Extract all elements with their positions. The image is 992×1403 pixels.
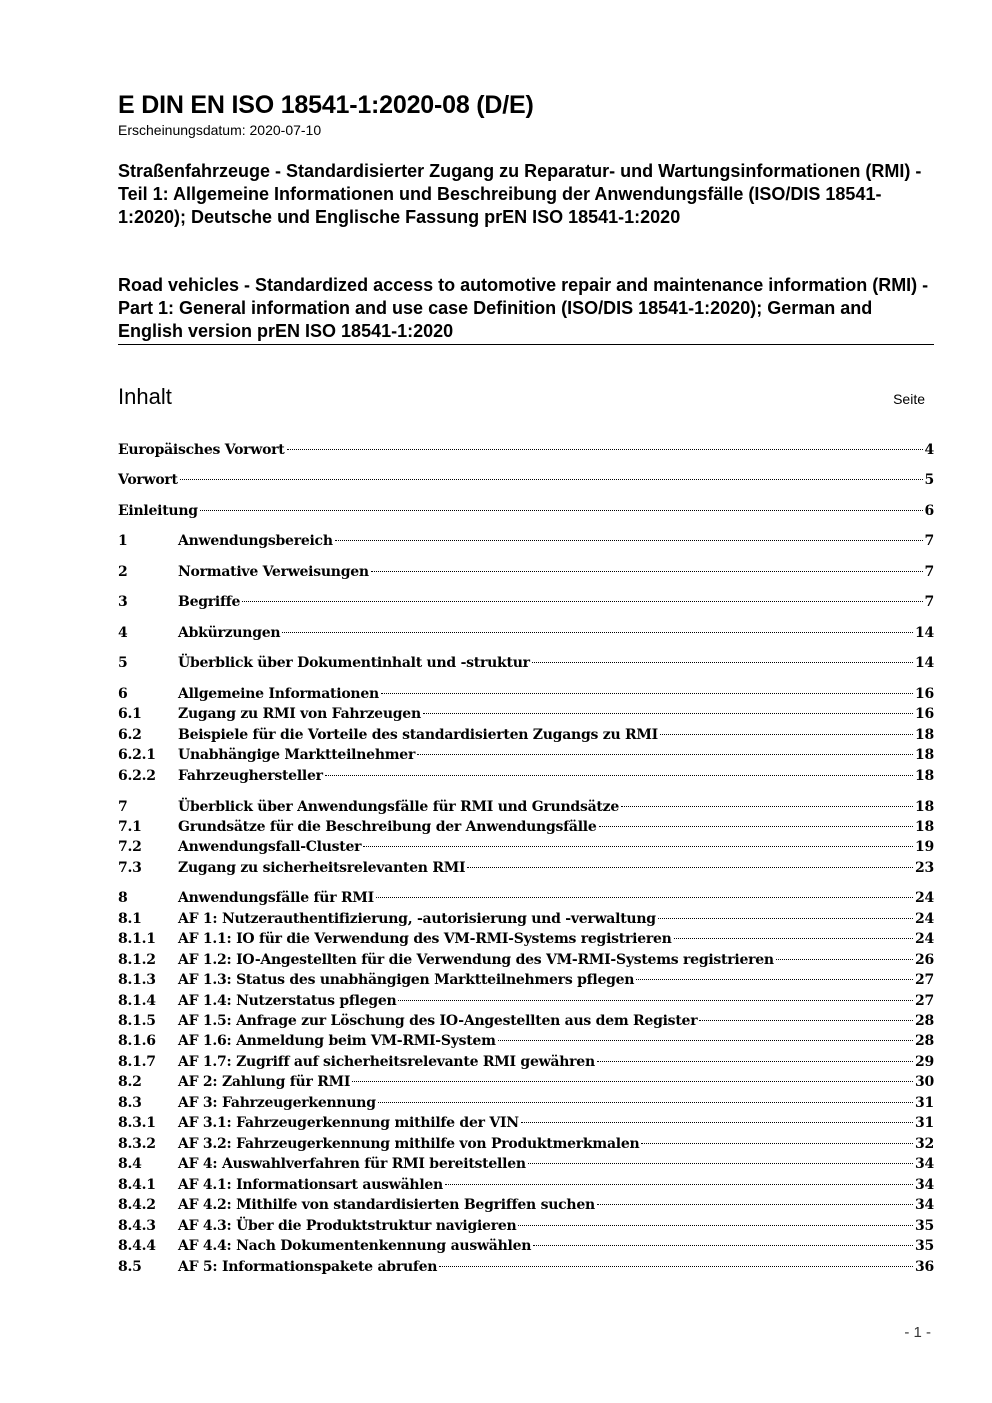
toc-entry-page: 7 [924,594,934,610]
toc-entry[interactable] [118,531,934,551]
toc-page-label: Seite [893,391,925,407]
toc-entry-title: AF 4.3: Über die Produktstruktur navigieren [178,1218,517,1234]
toc-dot-leader [378,1102,913,1103]
toc-entry-page: 4 [924,442,934,458]
toc-entry-page: 28 [915,1013,934,1029]
toc-entry-number: 8.1.2 [118,952,156,968]
toc-entry[interactable] [118,1154,934,1174]
toc-dot-leader [282,632,913,633]
toc-entry-number: 8.5 [118,1259,142,1275]
toc-entry-page: 18 [915,727,934,743]
toc-entry-title: AF 1.6: Anmeldung beim VM-RMI-System [178,1033,496,1049]
toc-dot-leader [335,540,923,541]
toc-entry-number: 8.4.1 [118,1177,156,1193]
toc-entry-page: 24 [915,890,934,906]
toc-entry-page: 5 [924,472,934,488]
toc-entry-title: Anwendungsfälle für RMI [178,890,374,906]
title-english: Road vehicles - Standardized access to automotive repair and maintenance information (RMI) - Part 1: General information and use case Definition (ISO/DIS 18541-1:2020); German and English version prEN ISO 18541-1:2020 [118,275,929,341]
toc-entry-title: Zugang zu RMI von Fahrzeugen [178,706,421,722]
toc-entry[interactable] [118,1072,934,1092]
toc-entry-title: Begriffe [178,594,241,610]
toc-entry-number: 6.2.2 [118,768,156,784]
toc-entry[interactable] [118,725,934,745]
toc-entry-number: 8.4.4 [118,1238,156,1254]
toc-entry-number: 8.3.2 [118,1136,156,1152]
toc-entry-page: 6 [924,503,934,519]
toc-entry-number: 6.1 [118,706,142,722]
toc-entry[interactable] [118,745,934,765]
toc-entry[interactable] [118,592,934,612]
toc-dot-leader [467,867,913,868]
document-page [118,0,934,1403]
toc-heading: Inhalt [118,384,172,409]
toc-entry-number: 8.1.7 [118,1054,156,1070]
toc-entry-page: 35 [915,1218,934,1234]
toc-entry-title: AF 4.4: Nach Dokumentenkennung auswählen [178,1238,532,1254]
toc-entry-title: AF 1.4: Nutzerstatus pflegen [178,993,397,1009]
toc-entry-title: Überblick über Anwendungsfälle für RMI und Grundsätze [178,799,619,815]
toc-dot-leader [371,571,923,572]
toc-entry-page: 36 [915,1259,934,1275]
toc-entry-page: 26 [915,952,934,968]
toc-dot-leader [352,1081,913,1082]
toc-entry-number: 8.1.3 [118,972,156,988]
toc-entry-number: 6.2 [118,727,142,743]
toc-dot-leader [381,693,913,694]
toc-entry-page: 7 [924,564,934,580]
toc-entry-number: 8.1 [118,911,142,927]
toc-entry-title: AF 5: Informationspakete abrufen [178,1259,438,1275]
toc-entry[interactable] [118,562,934,582]
toc-entry[interactable] [118,858,934,878]
toc-dot-leader [776,959,913,960]
toc-entry-page: 34 [915,1197,934,1213]
toc-entry-number: 8.1.5 [118,1013,156,1029]
toc-entry[interactable] [118,1175,934,1195]
toc-entry-title: AF 2: Zahlung für RMI [178,1074,351,1090]
toc-entry[interactable] [118,991,934,1011]
toc-dot-leader [674,938,913,939]
toc-dot-leader [417,754,913,755]
toc-entry-page: 28 [915,1033,934,1049]
page-number: - 1 - [904,1324,931,1341]
toc-entry-page: 32 [915,1136,934,1152]
toc-entry-number: 3 [118,594,128,610]
toc-entry-title: AF 4: Auswahlverfahren für RMI bereitstellen [178,1156,526,1172]
toc-entry-number: 4 [118,625,128,641]
toc-entry[interactable] [118,888,934,908]
toc-entry-page: 18 [915,747,934,763]
toc-dot-leader [521,1122,913,1123]
toc-entry-title: Einleitung [118,503,198,519]
toc-entry-page: 14 [915,625,934,641]
toc-dot-leader [439,1266,913,1267]
toc-entry-number: 6 [118,686,128,702]
toc-entry-title: AF 1.7: Zugriff auf sicherheitsrelevante RMI gewähren [178,1054,595,1070]
toc-dot-leader [518,1225,913,1226]
toc-entry-title: AF 4.2: Mithilfe von standardisierten Begriffen suchen [178,1197,595,1213]
toc-entry-number: 8.1.6 [118,1033,156,1049]
toc-dot-leader [621,806,913,807]
toc-entry[interactable] [118,1011,934,1031]
toc-dot-leader [242,601,922,602]
toc-entry-page: 19 [915,839,934,855]
toc-entry-number: 8.1.4 [118,993,156,1009]
toc-entry-title: Allgemeine Informationen [178,686,379,702]
toc-dot-leader [498,1040,913,1041]
toc-entry-number: 8.3 [118,1095,142,1111]
toc-entry-page: 24 [915,911,934,927]
toc-entry[interactable] [118,817,934,837]
toc-entry[interactable] [118,1113,934,1133]
toc-entry-number: 8.2 [118,1074,142,1090]
toc-entry-page: 35 [915,1238,934,1254]
toc-entry-page: 16 [915,706,934,722]
toc-entry[interactable] [118,470,934,490]
toc-entry[interactable] [118,970,934,990]
toc-entry-number: 8.4.2 [118,1197,156,1213]
toc-entry-title: Unabhängige Marktteilnehmer [178,747,416,763]
toc-entry-page: 14 [915,655,934,671]
toc-entry-page: 18 [915,768,934,784]
toc-entry-page: 30 [915,1074,934,1090]
toc-entry[interactable] [118,623,934,643]
toc-entry-number: 8.4.3 [118,1218,156,1234]
toc-dot-leader [533,1245,913,1246]
toc-entry-page: 23 [915,860,934,876]
toc-entry-page: 29 [915,1054,934,1070]
toc-entry[interactable] [118,1031,934,1051]
toc-entry-page: 24 [915,931,934,947]
toc-entry-title: AF 1.5: Anfrage zur Löschung des IO-Angestellten aus dem Register [178,1013,698,1029]
toc-entry-title: Zugang zu sicherheitsrelevanten RMI [178,860,466,876]
toc-entry[interactable] [118,797,934,817]
toc-entry-title: Europäisches Vorwort [118,442,285,458]
toc-entry-title: AF 3.2: Fahrzeugerkennung mithilfe von Produktmerkmalen [178,1136,640,1152]
toc-dot-leader [363,846,913,847]
toc-dot-leader [658,918,913,919]
toc-entry-title: AF 1.2: IO-Angestellten für die Verwendung des VM-RMI-Systems registrieren [178,952,774,968]
toc-dot-leader [660,734,913,735]
toc-entry-page: 16 [915,686,934,702]
toc-dot-leader [641,1143,913,1144]
toc-entry-page: 18 [915,799,934,815]
toc-entry[interactable] [118,909,934,929]
toc-entry-page: 31 [915,1115,934,1131]
toc-entry-title: AF 3.1: Fahrzeugerkennung mithilfe der VIN [178,1115,519,1131]
toc-entry-page: 34 [915,1177,934,1193]
toc-entry-number: 2 [118,564,128,580]
title-german: Straßenfahrzeuge - Standardisierter Zugang zu Reparatur- und Wartungsinformationen (RMI) - Teil 1: Allgemeine Informationen und Beschreibung der Anwendungsfälle (ISO/DIS 18541-1:2020); Deutsche und Englische Fassung prEN ISO 18541-1:2020 [118,161,922,227]
toc-entry[interactable] [118,929,934,949]
toc-entry-number: 8.4 [118,1156,142,1172]
toc-entry-title: Beispiele für die Vorteile des standardisierten Zugangs zu RMI [178,727,658,743]
toc-entry[interactable] [118,653,934,673]
toc-entry-number: 8.3.1 [118,1115,156,1131]
toc-entry[interactable] [118,1216,934,1236]
toc-entry-page: 18 [915,819,934,835]
toc-dot-leader [599,826,913,827]
toc-entry[interactable] [118,704,934,724]
toc-entry-number: 7.1 [118,819,142,835]
toc-entry-title: AF 1.1: IO für die Verwendung des VM-RMI-Systems registrieren [178,931,672,947]
toc-entry-title: AF 1: Nutzerauthentifizierung, -autorisierung und -verwaltung [178,911,656,927]
toc-entry[interactable] [118,766,934,786]
toc-entry[interactable] [118,837,934,857]
toc-entry-title: AF 3: Fahrzeugerkennung [178,1095,376,1111]
toc-entry[interactable] [118,684,934,704]
toc-entry-title: Überblick über Dokumentinhalt und -struktur [178,655,530,671]
toc-entry-title: Abkürzungen [178,625,281,641]
toc-dot-leader [699,1020,913,1021]
toc-dot-leader [528,1163,913,1164]
toc-entry-title: Normative Verweisungen [178,564,369,580]
toc-dot-leader [597,1061,913,1062]
toc-entry-title: Fahrzeughersteller [178,768,323,784]
toc-dot-leader [532,662,913,663]
toc-entry-number: 8.1.1 [118,931,156,947]
toc-entry-number: 7.2 [118,839,142,855]
toc-entry[interactable] [118,440,934,460]
toc-entry-title: Vorwort [118,472,178,488]
toc-entry-number: 6.2.1 [118,747,156,763]
toc-entry-page: 31 [915,1095,934,1111]
toc-dot-leader [180,479,923,480]
toc-entry-page: 34 [915,1156,934,1172]
toc-entry-page: 27 [915,993,934,1009]
document-id: E DIN EN ISO 18541-1:2020-08 (D/E) [118,91,534,119]
toc-entry-number: 8 [118,890,128,906]
toc-entry-title: AF 1.3: Status des unabhängigen Marktteilnehmers pflegen [178,972,635,988]
toc-entry-title: Grundsätze für die Beschreibung der Anwendungsfälle [178,819,597,835]
toc-dot-leader [200,510,923,511]
toc-entry[interactable] [118,950,934,970]
toc-dot-leader [287,449,923,450]
toc-entry-number: 7 [118,799,128,815]
toc-entry[interactable] [118,1257,934,1277]
toc-entry-title: Anwendungsfall-Cluster [178,839,362,855]
toc-dot-leader [636,979,913,980]
toc-entry-page: 7 [924,533,934,549]
toc-entry-page: 27 [915,972,934,988]
toc-dot-leader [445,1184,913,1185]
toc-entry[interactable] [118,1195,934,1215]
publication-date: Erscheinungsdatum: 2020-07-10 [118,122,322,138]
title-divider [118,344,934,345]
toc-entry-title: AF 4.1: Informationsart auswählen [178,1177,443,1193]
toc-dot-leader [325,775,913,776]
toc-entry-number: 5 [118,655,128,671]
toc-dot-leader [376,897,913,898]
toc-entry[interactable] [118,1093,934,1113]
toc-dot-leader [597,1204,913,1205]
toc-entry[interactable] [118,501,934,521]
toc-entry[interactable] [118,1236,934,1256]
toc-dot-leader [423,713,913,714]
toc-entry-number: 1 [118,533,128,549]
toc-entry-number: 7.3 [118,860,142,876]
toc-dot-leader [398,1000,913,1001]
toc-entry[interactable] [118,1052,934,1072]
toc-entry-title: Anwendungsbereich [178,533,333,549]
toc-entry[interactable] [118,1134,934,1154]
